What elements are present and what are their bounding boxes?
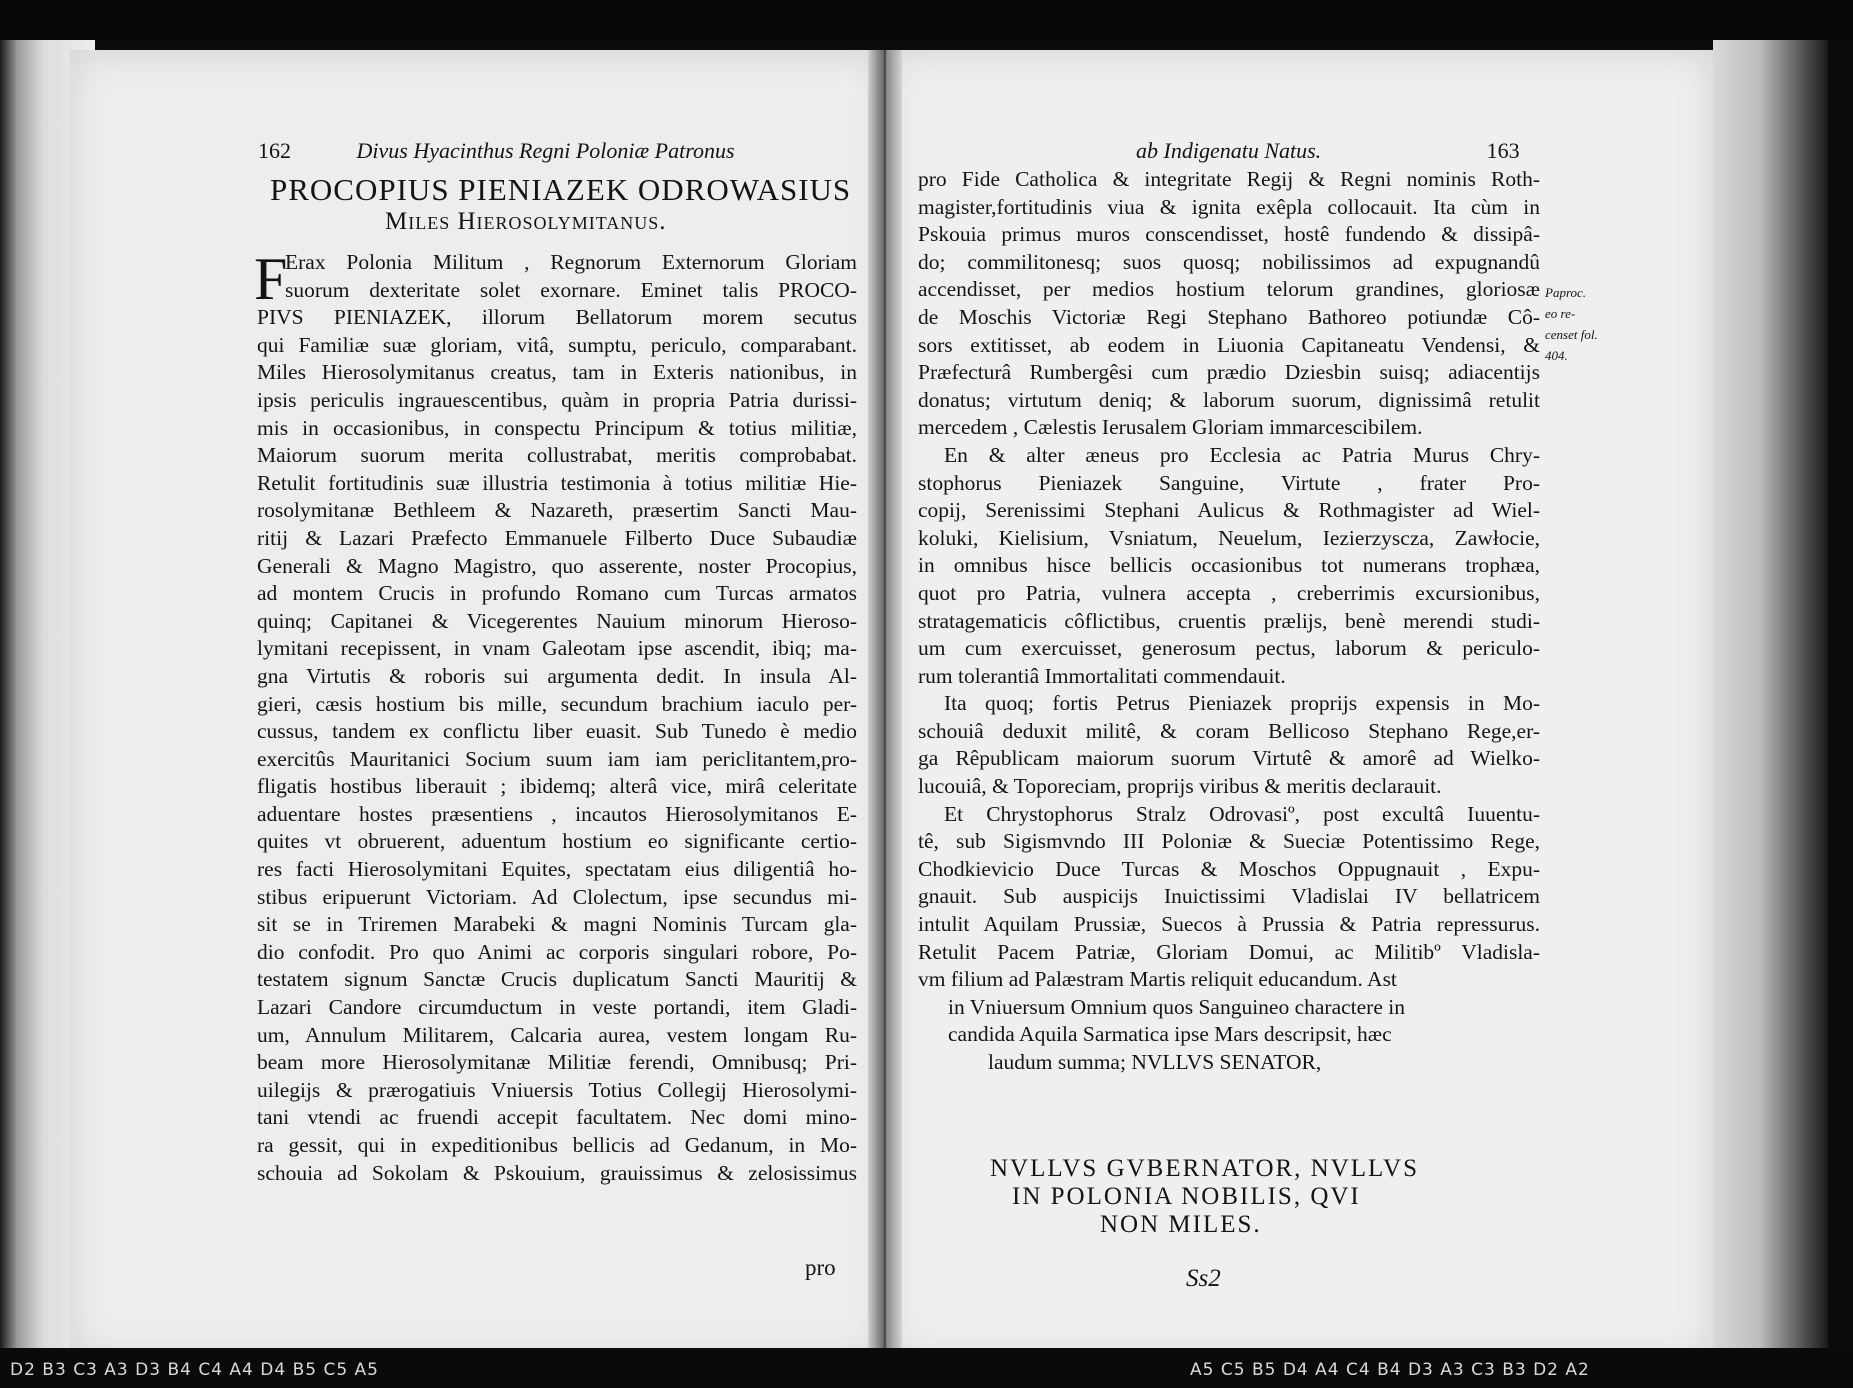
text-line: do; commilitonesq; suos quosq; nobilissimos ad expugnandû — [918, 249, 1540, 274]
text-line: laudum summa; NVLLVS SENATOR, — [988, 1050, 1322, 1074]
text-line: Miles Hierosolymitanus creatus, tam in Exteris nationibus, in — [257, 360, 857, 385]
text-line: Generali & Magno Magistro, quo asserente, noster Procopius, — [257, 553, 857, 578]
text-line: stratagematicis côflictibus, cruentis prælijs, benè merendi studi- — [918, 608, 1540, 633]
text-line: candida Aquila Sarmatica ipse Mars descripsit, hæc — [948, 1022, 1392, 1047]
left-running-title: Divus Hyacinthus Regni Poloniæ Patronus — [356, 138, 735, 163]
text-line: aduentare hostes præsentiens , incautos Hierosolymitanos E- — [257, 801, 857, 826]
left-page-number: 162 — [258, 138, 291, 163]
text-line: Maiorum suorum merita collustrabat, meritis comprobabat. — [257, 443, 857, 468]
text-line: rum tolerantiâ Immortalitati commendauit. — [918, 663, 1286, 688]
text-line: in Vniuersum Omnium quos Sanguineo charactere in — [948, 994, 1405, 1019]
text-line: quot pro Patria, vulnera accepta , creberrimis excursionibus, — [918, 580, 1540, 605]
text-line: ad montem Crucis in profundo Romano cum Turcas armatos — [257, 581, 857, 606]
right-running-head — [1136, 138, 1520, 164]
text-line: Et Chrystophorus Stralz Odrovasiº, post excultâ Iuuentu- — [944, 801, 1540, 826]
text-line: Pskouia primus muros conscendisset, hostê fundendo & dissipâ- — [918, 222, 1540, 247]
text-line: intulit Aquilam Prussiæ, Suecos à Prussia & Patria repressurus. — [918, 912, 1540, 937]
text-line: Ita quoq; fortis Petrus Pieniazek proprijs expensis in Mo- — [944, 691, 1540, 716]
text-line: schouiâ deduxit militê, & coram Bellicoso Stephano Rege,er- — [918, 718, 1540, 743]
text-line: suorum dexteritate solet exornare. Eminet talis PROCO- — [285, 277, 857, 302]
text-line: Retulit Pacem Patriæ, Gloriam Domui, ac Militibº Vladisla- — [918, 939, 1540, 964]
text-line: schouia ad Sokolam & Pskouium, grauissimus & zelosissimus — [257, 1160, 857, 1185]
text-line: sors extitisset, ab eodem in Liuonia Capitaneatu Vendensi, & — [918, 332, 1540, 357]
text-line: exercitûs Mauritanici Socium suum iam iam periclitantem,pro- — [257, 746, 857, 771]
text-line: Lazari Candore circumductum in veste portandi, item Gladi- — [257, 995, 857, 1020]
text-line: qui Familiæ suæ gloriam, vitâ, sumptu, periculo, comparabant. — [257, 332, 857, 357]
signature-mark: Ss2 — [1186, 1265, 1221, 1292]
text-line: um, Annulum Militarem, Calcaria aurea, vestem longam Ru- — [257, 1022, 857, 1047]
text-line: donatus; virtutum deniq; & laborum suorum, dignissimâ retulit — [918, 387, 1540, 412]
text-line: lymitani recepissent, in vnam Galeotam ipse ascendit, ibiq; ma- — [257, 636, 857, 661]
left-body-text — [257, 249, 857, 1187]
marginal-note-line: 404. — [1545, 348, 1568, 363]
text-line: stibus eripuerunt Victoriam. Ad Clolectum, ipse secundus mi- — [257, 884, 857, 909]
text-line: En & alter æneus pro Ecclesia ac Patria Murus Chry- — [944, 442, 1540, 467]
text-line: tani vtendi ac fruendi accepit facultatem. Nec domi mino- — [257, 1105, 857, 1130]
caps-line-2: IN POLONIA NOBILIS, QVI — [1012, 1183, 1361, 1210]
text-line: in omnibus hisce bellicis occasionibus tot numerans trophæa, — [918, 553, 1540, 578]
caps-line-3: NON MILES. — [1100, 1211, 1262, 1238]
text-line: quites vt obruerent, aduentum hostium eo significante certio- — [257, 829, 857, 854]
scan-top-border — [0, 0, 1853, 40]
chapter-title: PROCOPIUS PIENIAZEK ODROWASIUS — [270, 172, 852, 207]
text-line: dio confodit. Pro quo Animi ac corporis singulari robore, Po- — [257, 939, 857, 964]
text-line: ipsis periculis ingrauescentibus, quàm in propria Patria durissi- — [257, 387, 857, 412]
text-line: Erax Polonia Militum , Regnorum Externorum Gloriam — [285, 250, 857, 274]
gathering-marks-right: A5 C5 B5 D4 A4 C4 B4 D3 A3 C3 B3 D2 A2 — [1190, 1360, 1590, 1380]
text-line: ga Rêpublicam maiorum suorum Virtutê & amorê ad Wielko- — [918, 746, 1540, 771]
book-gutter — [868, 50, 902, 1360]
text-line: ritij & Lazari Præfecto Emmanuele Filberto Duce Subaudiæ — [257, 525, 857, 550]
text-line: gieri, cæsis hostium bis mille, secundum brachium iaculo per- — [257, 691, 857, 716]
text-line: Retulit fortitudinis suæ illustria testimonia à totius militiæ Hie- — [257, 470, 857, 495]
drop-cap: F — [254, 246, 288, 312]
text-line: sit se in Triremen Marabeki & magni Nominis Turcam gla- — [257, 912, 857, 937]
text-line: gna Virtutis & roboris sui argumenta dedit. In insula Al- — [257, 663, 857, 688]
text-line: koluki, Kielisium, Vsniatum, Neuelum, Iezierzyscza, Zawłocie, — [918, 525, 1540, 550]
gathering-marks-left: D2 B3 C3 A3 D3 B4 C4 A4 D4 B5 C5 A5 — [10, 1360, 379, 1380]
text-line: cussus, tandem ex conflictu liber euasit. Sub Tunedo è medio — [257, 719, 857, 744]
text-line: tê, sub Sigismvndo III Poloniæ & Sueciæ Potentissimo Rege, — [918, 829, 1540, 854]
text-line: de Moschis Victoriæ Regi Stephano Bathoreo potiundæ Cô- — [918, 304, 1540, 329]
text-line: copij, Serenissimi Stephani Aulicus & Rothmagister ad Wiel- — [918, 498, 1540, 523]
text-line: rosolymitanæ Bethleem & Nazareth, præsertim Sancti Mau- — [257, 498, 857, 523]
text-line: um cum exercuisset, generosum pectus, laborum & periculo- — [918, 636, 1540, 661]
text-line: stophorus Pieniazek Sanguine, Virtute , frater Pro- — [918, 470, 1540, 495]
text-line: accendisset, per medios hostium telorum grandines, gloriosæ — [918, 277, 1540, 302]
text-line: quinq; Capitanei & Vicegerentes Nauium minorum Hieroso- — [257, 608, 857, 633]
text-line: mis in occasionibus, in conspectu Principum & totius militiæ, — [257, 415, 857, 440]
text-line: Chodkievicio Duce Turcas & Moschos Oppugnauit , Expu- — [918, 856, 1540, 881]
marginal-note-line: censet fol. — [1545, 327, 1598, 342]
book-right-edge — [1713, 40, 1828, 1360]
text-line: vm filium ad Palæstram Martis reliquit educandum. Ast — [918, 967, 1397, 992]
text-line: lucouiâ, & Toporeciam, proprijs viribus & meritis declarauit. — [918, 774, 1442, 799]
caps-line-1: NVLLVS GVBERNATOR, NVLLVS — [990, 1155, 1419, 1182]
text-line: pro Fide Catholica & integritate Regij & Regni nominis Roth- — [918, 167, 1540, 191]
text-line: ra gessit, qui in expeditionibus bellicis ad Gedanum, in Mo- — [257, 1133, 857, 1157]
right-page-number: 163 — [1486, 138, 1520, 163]
text-line: fligatis hostibus liberauit ; ibidemq; alterâ vice, mirâ celeritate — [257, 774, 857, 799]
text-line: uilegijs & prærogatiuis Vniuersis Totius Collegij Hierosolymi- — [257, 1077, 857, 1102]
marginal-note — [1545, 282, 1605, 366]
chapter-subtitle: Miles Hierosolymitanus. — [385, 208, 667, 235]
text-line: mercedem , Cælestis Ierusalem Gloriam immarcescibilem. — [918, 415, 1423, 440]
text-line: magister,fortitudinis viua & ignita exêpla collocauit. Ita cùm in — [918, 194, 1540, 219]
right-body-text — [918, 166, 1540, 1077]
marginal-note-line: eo re- — [1545, 306, 1576, 321]
left-running-head — [258, 138, 735, 164]
text-line: beam more Hierosolymitanæ Militiæ ferendi, Omnibusq; Pri- — [257, 1050, 857, 1075]
text-line: gnauit. Sub auspicijs Inuictissimi Vladislai IV bellatricem — [918, 884, 1540, 909]
text-line: Præfecturâ Rumbergêsi cum prædio Dziesbin suisq; adiacentijs — [918, 360, 1540, 385]
left-catchword: pro — [805, 1255, 836, 1280]
text-line: testatem signum Sanctæ Crucis duplicatum Sancti Mauritij & — [257, 967, 857, 992]
text-line: PIVS PIENIAZEK, illorum Bellatorum morem secutus — [257, 305, 857, 330]
marginal-note-line: Paproc. — [1545, 285, 1587, 300]
right-running-title: ab Indigenatu Natus. — [1136, 138, 1322, 163]
text-line: res facti Hierosolymitani Equites, spectatam eius diligentiâ ho- — [257, 857, 857, 882]
